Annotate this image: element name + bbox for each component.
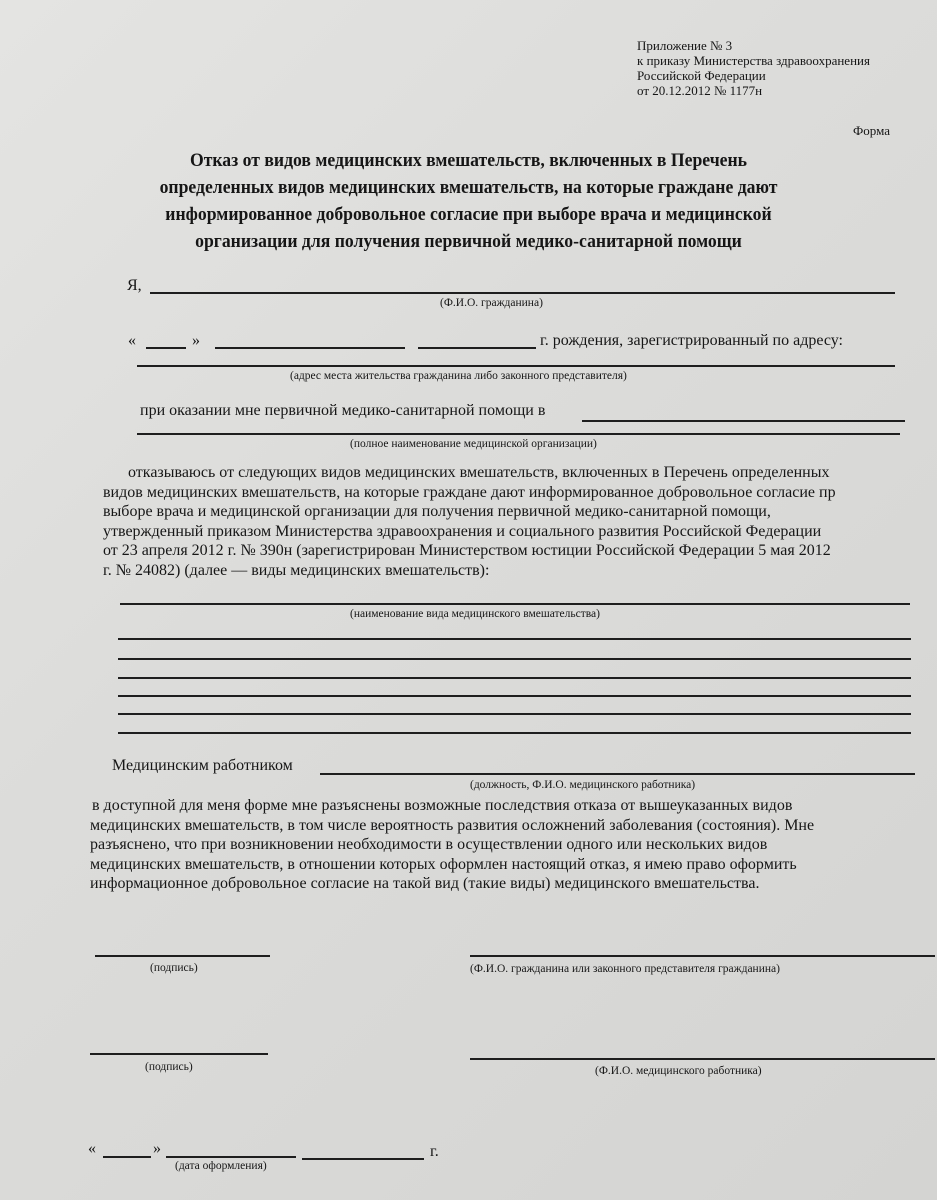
- document-title: [0, 147, 937, 255]
- paragraph-line: отказываюсь от следующих видов медицинских вмешательств, включенных в Перечень определенных: [128, 464, 830, 481]
- title-line: информированное добровольное согласие при выборе врача и медицинской: [165, 204, 772, 225]
- intervention-field[interactable]: [118, 638, 911, 640]
- birth-label: г. рождения, зарегистрированный по адресу:: [540, 332, 843, 349]
- signature-caption: (подпись): [145, 1061, 193, 1073]
- i-label: Я,: [127, 277, 142, 294]
- paragraph-line: медицинских вмешательств, в отношении которых оформлен настоящий отказ, я имею право оформить: [90, 855, 797, 873]
- date-year-field[interactable]: [302, 1158, 424, 1160]
- appendix-line: к приказу Министерства здравоохранения: [637, 53, 870, 68]
- medic-fio-caption: (Ф.И.О. медицинского работника): [595, 1065, 762, 1077]
- refusal-paragraph: [103, 463, 836, 580]
- intervention-field[interactable]: [120, 603, 910, 605]
- birth-month-field[interactable]: [215, 347, 405, 349]
- explanation-paragraph: [90, 796, 814, 894]
- medic-label: Медицинским работником: [112, 757, 293, 774]
- org-intro: при оказании мне первичной медико-санитарной помощи в: [140, 402, 546, 419]
- appendix-line: от 20.12.2012 № 1177н: [637, 83, 763, 98]
- quote-open: «: [128, 332, 136, 349]
- appendix-line: Приложение № 3: [637, 38, 733, 53]
- medic-signature-field[interactable]: [90, 1053, 268, 1055]
- paragraph-line: выборе врача и медицинской организации для получения первичной медико-санитарной помощи,: [103, 503, 771, 520]
- citizen-fio-field[interactable]: [470, 955, 935, 957]
- paragraph-line: информационное добровольное согласие на такой вид (такие виды) медицинского вмешательства.: [90, 875, 760, 892]
- quote-open: «: [88, 1140, 96, 1157]
- signature-caption: (подпись): [150, 962, 198, 974]
- paragraph-line: утвержденный приказом Министерства здравоохранения и социального развития Российской Федерации: [103, 522, 822, 540]
- intervention-field[interactable]: [118, 695, 911, 697]
- appendix-line: Российской Федерации: [637, 68, 766, 83]
- quote-close: »: [153, 1140, 161, 1157]
- paragraph-line: г. № 24082) (далее — виды медицинских вмешательств):: [103, 561, 490, 579]
- birth-day-field[interactable]: [146, 347, 186, 349]
- paragraph-line: от 23 апреля 2012 г. № 390н (зарегистрирован Министерством юстиции Российской Федерации 5 мая 2012: [103, 542, 831, 559]
- birth-year-field[interactable]: [418, 347, 536, 349]
- title-line: организации для получения первичной медико-санитарной помощи: [195, 231, 742, 252]
- date-day-field[interactable]: [103, 1156, 151, 1158]
- intervention-field[interactable]: [118, 732, 911, 734]
- citizen-caption: (Ф.И.О. гражданина или законного представителя гражданина): [470, 963, 780, 975]
- paragraph-line: разъяснено, что при возникновении необходимости в осуществлении одного или нескольких видов: [90, 836, 768, 853]
- paragraph-line: видов медицинских вмешательств, на которые граждане дают информированное добровольное согласие пр: [103, 483, 836, 501]
- paragraph-line: в доступной для меня форме мне разъяснены возможные последствия отказа от вышеуказанных видов: [92, 797, 793, 814]
- org-field-2[interactable]: [137, 433, 900, 435]
- fio-field[interactable]: [150, 292, 895, 294]
- form-label: Форма: [853, 123, 890, 138]
- org-caption: (полное наименование медицинской организации): [350, 438, 597, 450]
- paragraph-line: медицинских вмешательств, в том числе вероятность развития осложнений заболевания (состояния). Мне: [90, 816, 815, 834]
- citizen-signature-field[interactable]: [95, 955, 270, 957]
- intervention-caption: (наименование вида медицинского вмешательства): [350, 608, 600, 620]
- quote-close: »: [192, 332, 200, 349]
- medic-caption: (должность, Ф.И.О. медицинского работника): [470, 779, 696, 791]
- address-field[interactable]: [137, 365, 895, 367]
- intervention-field[interactable]: [118, 658, 911, 660]
- address-caption: (адрес места жительства гражданина либо законного представителя): [290, 370, 627, 382]
- date-caption: (дата оформления): [175, 1160, 267, 1172]
- medic-fio-field[interactable]: [470, 1058, 935, 1060]
- date-month-field[interactable]: [166, 1156, 296, 1158]
- title-line: определенных видов медицинских вмешательств, на которые граждане дают: [159, 177, 778, 198]
- intervention-field[interactable]: [118, 713, 911, 715]
- title-line: Отказ от видов медицинских вмешательств, включенных в Перечень: [189, 150, 748, 171]
- medic-field[interactable]: [320, 773, 915, 775]
- fio-caption: (Ф.И.О. гражданина): [440, 297, 543, 309]
- org-field-1[interactable]: [582, 420, 905, 422]
- date-suffix: г.: [430, 1143, 439, 1160]
- intervention-field[interactable]: [118, 677, 911, 679]
